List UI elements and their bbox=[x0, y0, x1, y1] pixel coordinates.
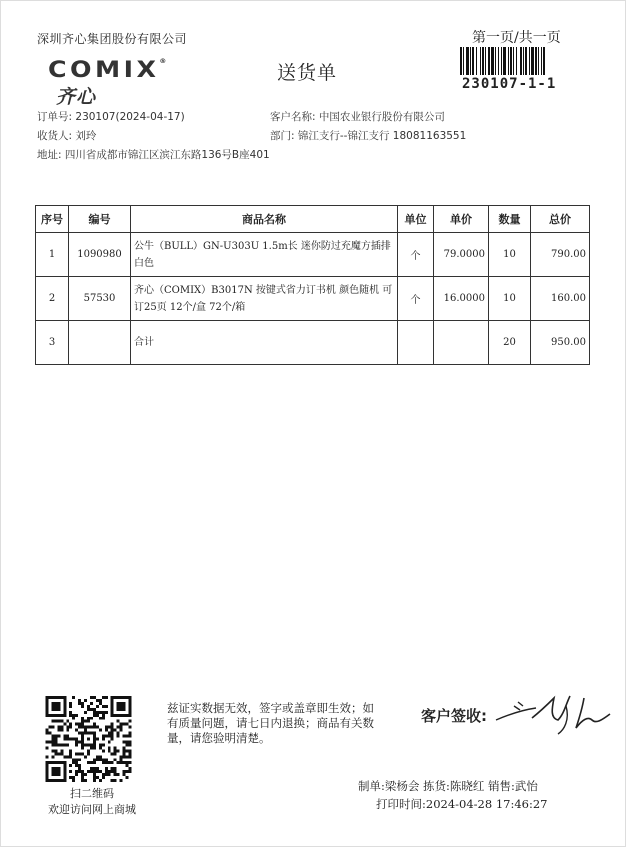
order-number-row bbox=[37, 109, 185, 124]
row-unit: 个 bbox=[398, 277, 434, 321]
receiver-row bbox=[37, 128, 96, 143]
company-name: 深圳齐心集团股份有限公司 bbox=[37, 32, 188, 46]
row-product-name: 公牛（BULL）GN-U303U 1.5m长 迷你防过充魔方插排 白色 bbox=[131, 233, 398, 277]
row-seq: 1 bbox=[36, 233, 69, 277]
handwritten-signature bbox=[492, 690, 617, 740]
header-quantity: 数量 bbox=[489, 206, 531, 233]
qr-code[interactable] bbox=[42, 696, 135, 782]
customer-row bbox=[270, 109, 445, 124]
row-total: 790.00 bbox=[531, 233, 590, 277]
row-seq: 3 bbox=[36, 321, 69, 365]
row-unit bbox=[398, 321, 434, 365]
row-quantity: 10 bbox=[489, 277, 531, 321]
header-code: 编号 bbox=[69, 206, 131, 233]
row-unit-price: 16.0000 bbox=[434, 277, 489, 321]
row-product-name: 齐心（COMIX）B3017N 按键式省力订书机 颜色随机 可订25页 12个/盒 72个/箱 bbox=[131, 277, 398, 321]
row-seq: 2 bbox=[36, 277, 69, 321]
comix-logo bbox=[48, 58, 168, 108]
print-time: 打印时间:2024-04-28 17:46:27 bbox=[376, 797, 548, 811]
department-row bbox=[270, 128, 466, 143]
items-table bbox=[35, 205, 590, 365]
logo-english: COMIX® bbox=[48, 58, 170, 83]
table-row bbox=[36, 233, 590, 277]
header-unit-price: 单价 bbox=[434, 206, 489, 233]
table-header-row bbox=[36, 206, 590, 233]
row-unit-price: 79.0000 bbox=[434, 233, 489, 277]
department-label: 部门: bbox=[270, 130, 295, 142]
page-info: 第一页/共一页 bbox=[472, 30, 561, 46]
row-code: 57530 bbox=[69, 277, 131, 321]
customer-label: 客户名称: bbox=[270, 111, 316, 123]
order-number: 230107(2024-04-17) bbox=[75, 111, 185, 123]
qr-caption-shop: 欢迎访问网上商城 bbox=[48, 803, 136, 816]
address: 四川省成都市锦江区滨江东路136号B座401 bbox=[64, 149, 270, 161]
barcode-number: 230107-1-1 bbox=[462, 76, 557, 92]
department: 锦江支行--锦江支行 18081163551 bbox=[297, 130, 467, 142]
row-quantity: 20 bbox=[489, 321, 531, 365]
row-unit-price bbox=[434, 321, 489, 365]
row-code bbox=[69, 321, 131, 365]
row-code: 1090980 bbox=[69, 233, 131, 277]
header-unit: 单位 bbox=[398, 206, 434, 233]
customer-sign-label: 客户签收: bbox=[421, 707, 487, 725]
address-row bbox=[37, 147, 270, 162]
address-label: 地址: bbox=[37, 149, 62, 161]
header-seq: 序号 bbox=[36, 206, 69, 233]
header-total: 总价 bbox=[531, 206, 590, 233]
table-row bbox=[36, 277, 590, 321]
row-product-name: 合计 bbox=[131, 321, 398, 365]
document-makers: 制单:梁杨会 拣货:陈晓红 销售:武怡 bbox=[358, 779, 538, 793]
barcode bbox=[460, 47, 570, 75]
document-title: 送货单 bbox=[277, 62, 338, 84]
notice-text: 兹证实数据无效，签字或盖章即生效；如有质量问题，请七日内退换；商品有关数量，请您验明清楚。 bbox=[167, 701, 374, 745]
qr-caption-scan: 扫二维码 bbox=[70, 787, 114, 800]
row-unit: 个 bbox=[398, 233, 434, 277]
qr-caption bbox=[37, 786, 147, 818]
row-quantity: 10 bbox=[489, 233, 531, 277]
logo-chinese: 齐心 bbox=[56, 86, 97, 108]
receiver-label: 收货人: bbox=[37, 130, 73, 142]
customer-name: 中国农业银行股份有限公司 bbox=[318, 111, 445, 123]
receiver: 刘玲 bbox=[75, 130, 97, 142]
header-product-name: 商品名称 bbox=[131, 206, 398, 233]
row-total: 160.00 bbox=[531, 277, 590, 321]
row-total: 950.00 bbox=[531, 321, 590, 365]
table-row-total bbox=[36, 321, 590, 365]
order-number-label: 订单号: bbox=[37, 111, 73, 123]
